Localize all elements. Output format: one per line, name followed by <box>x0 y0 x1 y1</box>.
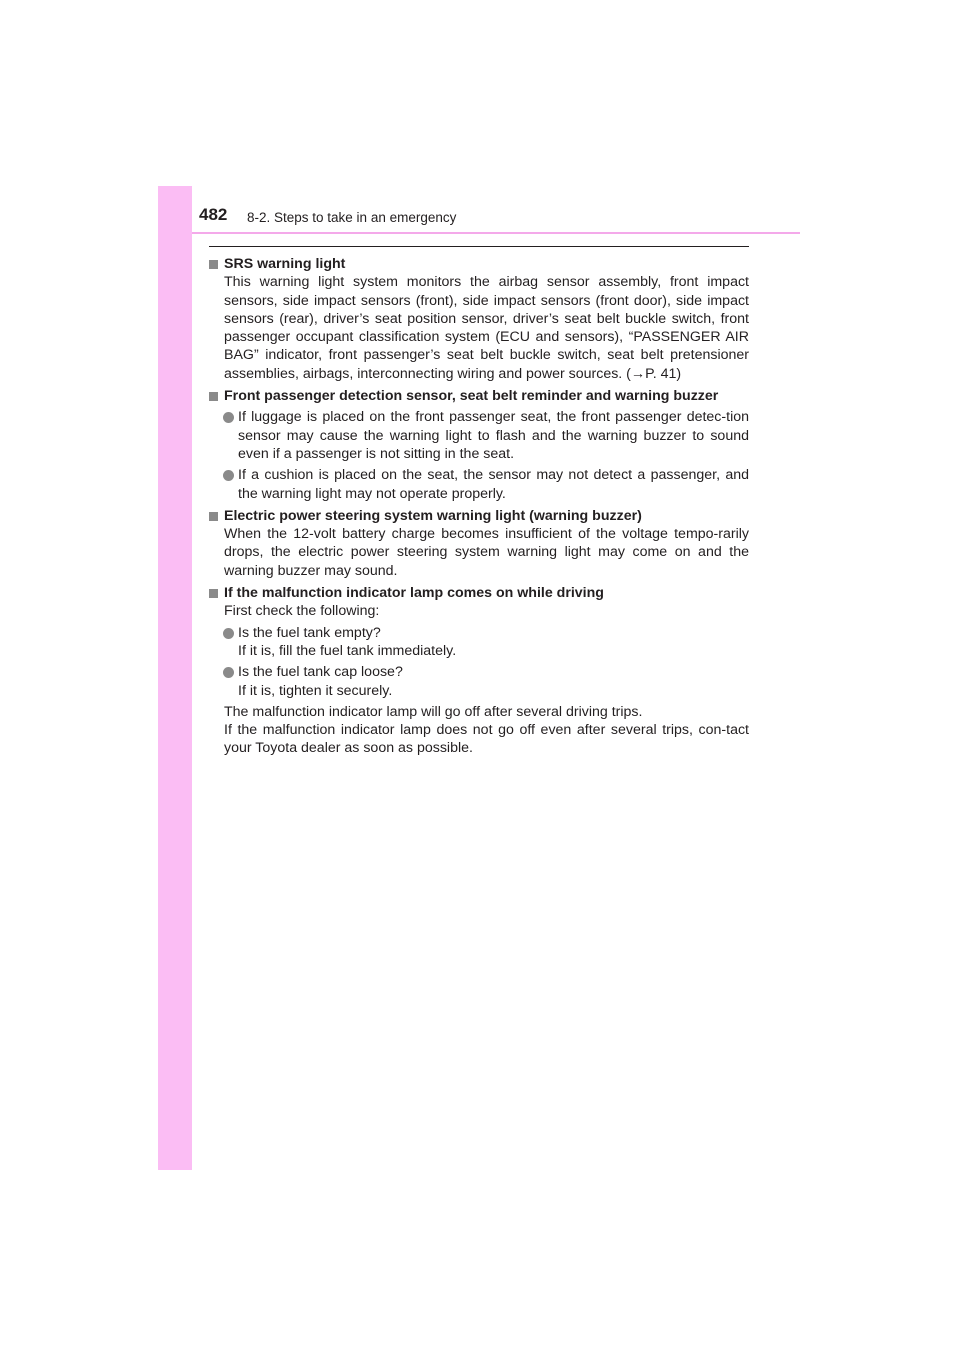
square-bullet-icon <box>209 589 218 598</box>
paragraph-go-off: The malfunction indicator lamp will go off after several driving trips. <box>224 703 643 720</box>
bullet-fuel-cap-loose: Is the fuel tank cap loose? If it is, tighten it securely. <box>209 663 749 700</box>
side-tab-strip <box>158 186 192 1170</box>
square-bullet-icon <box>209 512 218 521</box>
circle-bullet-icon <box>223 628 234 639</box>
square-bullet-icon <box>209 392 218 401</box>
paragraph-first-check: First check the following: <box>224 603 380 620</box>
heading-electric-power-steering: Electric power steering system warning light (warning buzzer) <box>209 507 749 525</box>
bullet-luggage: If luggage is placed on the front passenger seat, the front passenger detec-tion sensor may cause the warning light to flash and the warning buzzer to sound even if a passenger is not sitting in the seat. <box>209 408 749 463</box>
section-title: 8-2. Steps to take in an emergency <box>247 210 457 225</box>
header-rule <box>192 232 800 234</box>
page-number: 482 <box>199 205 228 224</box>
heading-srs-warning-light: SRS warning light <box>209 255 749 273</box>
circle-bullet-icon <box>223 412 234 423</box>
heading-malfunction-indicator: If the malfunction indicator lamp comes on while driving <box>209 584 749 602</box>
bullet-fuel-tank-empty: Is the fuel tank empty? If it is, fill the fuel tank immediately. <box>209 624 749 661</box>
paragraph-electric-power-steering: When the 12-volt battery charge becomes insufficient of the voltage tempo-rarily drops, the electric power steering system warning light may come on and the warning buzzer may sound. <box>224 526 749 579</box>
page-content <box>209 255 749 758</box>
heading-front-passenger-detection: Front passenger detection sensor, seat belt reminder and warning buzzer <box>209 387 749 405</box>
bullet-cushion: If a cushion is placed on the seat, the sensor may not detect a passenger, and the warning light may not operate properly. <box>209 466 749 503</box>
paragraph-srs-warning-light: This warning light system monitors the airbag sensor assembly, front impact sensors, side impact sensors (front), side impact sensors (front door), side impact sensors (rear), driver’s seat position sensor, driver’s seat belt buckle switch, front passenger occupant classification system (ECU and sensors), “PASSENGER AIR BAG” indicator, front passenger’s seat belt buckle switch, seat belt pretensioner assemblies, airbags, interconnecting wiring and power sources. (→P. 41) <box>224 274 749 382</box>
circle-bullet-icon <box>223 667 234 678</box>
paragraph-contact-dealer: If the malfunction indicator lamp does not go off even after several trips, con-tact your Toyota dealer as soon as possible. <box>224 722 749 757</box>
content-top-rule <box>209 246 749 247</box>
square-bullet-icon <box>209 260 218 269</box>
circle-bullet-icon <box>223 470 234 481</box>
